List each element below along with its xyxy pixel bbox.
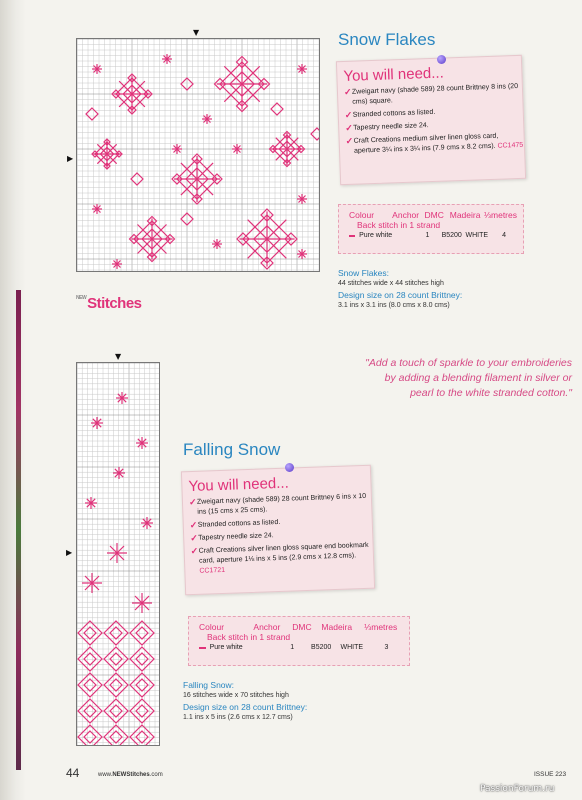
snow-flakes-chart-grid bbox=[77, 39, 319, 271]
small-star-motif bbox=[297, 194, 307, 204]
thread-key-subheader: Back stitch in 1 strand bbox=[357, 220, 441, 230]
border-diamond-motif bbox=[78, 725, 102, 745]
small-star-motif bbox=[92, 204, 102, 214]
requirement-item: ✓ Zweigart navy (shade 589) 28 count Brittney 8 ins (20 cms) square. bbox=[343, 82, 519, 106]
snowflake-motif-star bbox=[239, 211, 294, 266]
pin-icon bbox=[437, 55, 446, 64]
falling-star-motif bbox=[136, 437, 148, 449]
small-diamond-motif bbox=[131, 173, 143, 185]
thread-key-column: ⅓metres bbox=[364, 622, 398, 632]
border-diamond-motif bbox=[104, 699, 128, 723]
tick-icon: ✓ bbox=[344, 109, 353, 121]
falling-snow-details bbox=[183, 680, 383, 722]
falling-star-motif bbox=[85, 497, 97, 509]
falling-snow-requirements-list bbox=[189, 492, 374, 577]
snowflake-motif-star bbox=[174, 156, 220, 202]
border-diamond-motif bbox=[104, 647, 128, 671]
border-diamond-motif bbox=[130, 699, 154, 723]
border-diamond-motif-inner bbox=[84, 731, 96, 743]
chart-centre-marker-top: ▼ bbox=[193, 28, 200, 37]
small-star-motif bbox=[297, 64, 307, 74]
tick-icon: ✓ bbox=[189, 519, 198, 531]
thread-key-column: Anchor bbox=[253, 622, 281, 632]
thread-key-header bbox=[339, 205, 523, 220]
thread-key-cell: 1 bbox=[425, 232, 430, 239]
chart-centre-marker-side: ▶ bbox=[67, 154, 74, 163]
small-star-motif bbox=[232, 144, 242, 154]
thread-key-cell: B5200 bbox=[311, 644, 332, 651]
thread-key-cell: Pure white bbox=[209, 644, 243, 651]
border-diamond-motif bbox=[130, 621, 154, 645]
border-diamond-motif-inner bbox=[84, 627, 96, 639]
border-diamond-motif-inner bbox=[110, 731, 122, 743]
thread-key-cell: Pure white bbox=[359, 232, 393, 239]
border-diamond-motif-inner bbox=[84, 705, 96, 717]
thread-key-row bbox=[189, 642, 409, 651]
falling-star-motif bbox=[116, 392, 128, 404]
tick-icon: ✓ bbox=[345, 135, 354, 146]
border-diamond-motif bbox=[104, 673, 128, 697]
requirement-item: ✓ Zweigart navy (shade 589) 28 count Brittney 6 ins x 10 ins (15 cms x 25 cms). bbox=[188, 492, 367, 516]
border-diamond-motif-inner bbox=[136, 679, 148, 691]
requirement-item: ✓ Tapestry needle size 24. bbox=[190, 532, 274, 544]
thread-key-column: Anchor bbox=[392, 210, 420, 220]
stitch-count: 44 stitches wide x 44 stitches high bbox=[338, 280, 444, 287]
thread-key-column: Madeira bbox=[321, 622, 353, 632]
border-diamond-motif bbox=[78, 647, 102, 671]
border-diamond-motif-inner bbox=[110, 653, 122, 665]
border-diamond-motif-inner bbox=[110, 705, 122, 717]
thread-key-column: DMC bbox=[424, 210, 444, 220]
thread-key-cell: WHITE bbox=[465, 232, 489, 239]
thread-key-cell: WHITE bbox=[340, 644, 364, 651]
border-diamond-motif-inner bbox=[136, 653, 148, 665]
snow-flakes-requirements-card bbox=[336, 55, 526, 185]
you-will-need-heading: You will need... bbox=[343, 64, 445, 86]
snow-flakes-details bbox=[338, 268, 538, 310]
spine-colour-stripe bbox=[16, 290, 21, 770]
falling-snow-requirements-card bbox=[181, 465, 375, 596]
page-spine bbox=[0, 0, 26, 800]
falling-snow-chart-grid bbox=[77, 363, 159, 745]
border-diamond-motif bbox=[104, 725, 128, 745]
requirement-item: ✓ Stranded cottons as listed. bbox=[344, 108, 436, 121]
border-diamond-motif-inner bbox=[84, 653, 96, 665]
thread-key-subheader: Back stitch in 1 strand bbox=[207, 632, 291, 642]
thread-key-column: Colour bbox=[349, 210, 375, 220]
thread-key-cell: 1 bbox=[290, 644, 295, 651]
falling-star-motif bbox=[132, 593, 152, 613]
snow-flakes-thread-key bbox=[338, 204, 524, 254]
border-diamond-motif-inner bbox=[136, 705, 148, 717]
thread-key-column: DMC bbox=[292, 622, 312, 632]
stitch-count-heading: Falling Snow: bbox=[183, 680, 235, 690]
footer-url: www.NEWStitches.com bbox=[98, 772, 163, 778]
small-star-motif bbox=[162, 54, 172, 64]
tick-icon: ✓ bbox=[343, 86, 352, 98]
border-diamond-motif-inner bbox=[110, 679, 122, 691]
border-diamond-motif bbox=[130, 673, 154, 697]
thread-key-column: Madeira bbox=[449, 210, 481, 220]
pin-icon bbox=[285, 463, 294, 472]
falling-star-motif bbox=[82, 573, 102, 593]
snow-flakes-requirements-list bbox=[344, 82, 524, 157]
snowflake-motif-star bbox=[114, 76, 151, 113]
small-star-motif bbox=[212, 239, 222, 249]
stitch-count: 16 stitches wide x 70 stitches high bbox=[183, 692, 289, 699]
chart-centre-marker-top: ▼ bbox=[115, 352, 122, 361]
falling-snow-thread-key bbox=[188, 616, 410, 666]
falling-star-motif bbox=[107, 543, 127, 563]
thread-key-cell: 4 bbox=[502, 232, 507, 239]
thread-key-cell: B5200 bbox=[441, 232, 462, 239]
snowflake-motif-star bbox=[217, 59, 268, 110]
falling-snow-chart bbox=[76, 362, 160, 746]
small-star-motif bbox=[92, 64, 102, 74]
issue-number: ISSUE 223 bbox=[534, 771, 567, 778]
border-diamond-motif bbox=[104, 621, 128, 645]
page-number: 44 bbox=[66, 766, 80, 780]
border-diamond-motif bbox=[78, 673, 102, 697]
border-diamond-motif bbox=[78, 621, 102, 645]
thread-key-column: ⅓metres bbox=[483, 210, 517, 220]
small-star-motif bbox=[172, 144, 182, 154]
stitch-count-heading: Snow Flakes: bbox=[338, 268, 390, 278]
small-star-motif bbox=[297, 249, 307, 259]
design-size: 1.1 ins x 5 ins (2.6 cms x 12.7 cms) bbox=[183, 714, 293, 721]
tick-icon: ✓ bbox=[190, 545, 199, 557]
border-diamond-motif bbox=[130, 725, 154, 745]
thread-key-column: Colour bbox=[199, 622, 225, 632]
thread-colour-swatch bbox=[199, 647, 206, 649]
design-size-heading: Design size on 28 count Brittney: bbox=[183, 702, 308, 712]
new-stitches-logo: $^{NEW}$Stitches bbox=[76, 295, 142, 312]
chart-centre-marker-side: ▶ bbox=[66, 548, 73, 557]
snowflake-motif-star bbox=[131, 218, 172, 259]
falling-snow-title: Falling Snow bbox=[183, 440, 281, 459]
tick-icon: ✓ bbox=[190, 532, 198, 544]
thread-key-cell: 3 bbox=[384, 644, 389, 651]
tick-icon: ✓ bbox=[188, 496, 197, 508]
design-size: 3.1 ins x 3.1 ins (8.0 cms x 8.0 cms) bbox=[338, 302, 450, 309]
border-diamond-motif-inner bbox=[110, 627, 122, 639]
thread-colour-swatch bbox=[349, 235, 355, 237]
tick-icon: ✓ bbox=[345, 122, 353, 133]
thread-key-row bbox=[339, 230, 523, 239]
thread-key-header bbox=[189, 617, 409, 632]
border-diamond-motif-inner bbox=[84, 679, 96, 691]
border-diamond-motif-inner bbox=[136, 731, 148, 743]
small-star-motif bbox=[112, 259, 122, 269]
site-watermark: PassionForum.ru bbox=[480, 784, 555, 794]
tip-quote: "Add a touch of sparkle to your embroideries by adding a blending filament in silver or pearl to the white stranded cotton." bbox=[365, 357, 572, 399]
requirement-item: ✓ Stranded cottons as listed. bbox=[189, 518, 281, 531]
requirement-item: ✓ Craft Creations silver linen gloss square end bookmark card, aperture 1⅛ ins x 5 ins (2.9 cms x 12.8 cms). CC1721 bbox=[190, 541, 369, 575]
border-diamond-motif bbox=[78, 699, 102, 723]
small-star-motif bbox=[202, 114, 212, 124]
snow-flakes-title: Snow Flakes bbox=[338, 30, 436, 49]
requirement-item: ✓ Tapestry needle size 24. bbox=[345, 122, 429, 133]
border-diamond-motif bbox=[130, 647, 154, 671]
snow-flakes-chart bbox=[76, 38, 320, 272]
you-will-need-heading: You will need... bbox=[188, 474, 290, 496]
border-diamond-motif-inner bbox=[136, 627, 148, 639]
design-size-heading: Design size on 28 count Brittney: bbox=[338, 290, 463, 300]
requirement-item: ✓ Craft Creations medium silver linen gloss card, aperture 3¼ ins x 3¼ ins (7.9 cms x 8.2 cms). CC1475 bbox=[345, 132, 524, 155]
